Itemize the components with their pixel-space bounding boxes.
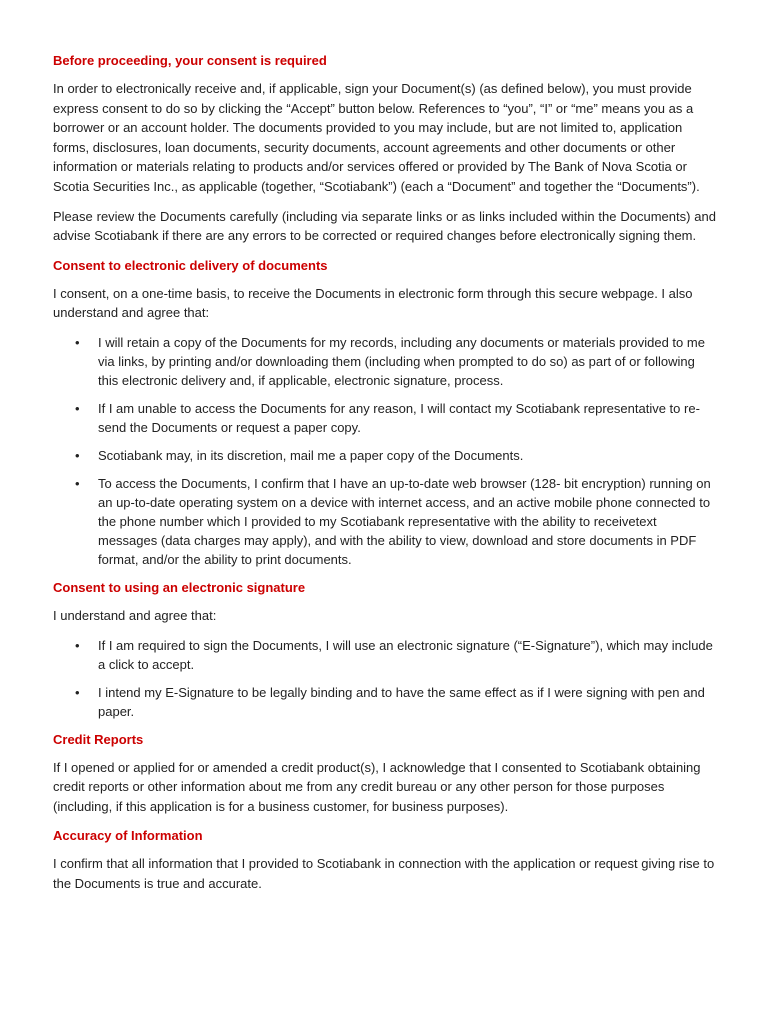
list-item-text: I intend my E-Signature to be legally binding and to have the same effect as if I were signing with pen and paper. — [98, 684, 705, 719]
list-item-text: If I am required to sign the Documents, I will use an electronic signature (“E-Signature”), which may include a click to accept. — [98, 637, 713, 672]
list-item — [53, 446, 716, 465]
list-item — [53, 474, 716, 569]
bullet-icon: • — [75, 475, 80, 491]
list-item-text: To access the Documents, I confirm that I have an up-to-date web browser (128- bit encryption) running on an up-to-date operating system on a device with internet access, and an active mobile phone connected to the phone number which I provided to my Scotiabank representative with the ability to receivetext messages (data charges may apply), and with the ability to view, download and store documents in PDF format, and/or the ability to print documents. — [98, 475, 711, 567]
paragraph-consent-intro: In order to electronically receive and, if applicable, sign your Document(s) (as defined below), you must provide express consent to do so by clicking the “Accept” button below. References to “you”, “I” or “me” means you as a borrower or an account holder. The documents provided to you may include, but are not limited to, application forms, disclosures, loan documents, security documents, account agreements and other documents or other information or materials relating to products and/or services offered or provided by The Bank of Nova Scotia or Scotia Securities Inc., as applicable (together, “Scotiabank”) (each a “Document” and together the “Documents”). — [53, 81, 700, 194]
bullet-icon: • — [75, 684, 80, 700]
list-item — [53, 333, 716, 390]
list-item — [53, 683, 716, 721]
bullet-icon: • — [75, 400, 80, 416]
section-heading-accuracy: Accuracy of Information — [53, 828, 203, 844]
list-item-text: If I am unable to access the Documents for any reason, I will contact my Scotiabank representative to re-send the Documents or request a paper copy. — [98, 400, 700, 435]
paragraph-signature-intro: I understand and agree that: — [53, 607, 217, 623]
section-heading-consent-required: Before proceeding, your consent is required — [53, 53, 327, 68]
section-heading-credit-reports: Credit Reports — [53, 731, 144, 747]
bullet-icon: • — [75, 637, 80, 653]
list-item-text: Scotiabank may, in its discretion, mail me a paper copy of the Documents. — [98, 447, 524, 463]
list-item — [53, 399, 716, 437]
bullet-icon: • — [75, 334, 80, 350]
paragraph-delivery-intro: I consent, on a one-time basis, to receive the Documents in electronic form through this secure webpage. I also understand and agree that: — [53, 285, 693, 321]
section-heading-electronic-delivery: Consent to electronic delivery of documents — [53, 257, 328, 273]
section-heading-electronic-signature: Consent to using an electronic signature — [53, 579, 306, 595]
list-item-text: I will retain a copy of the Documents for my records, including any documents or materials provided to me via links, by printing and/or downloading them (including when prompted to do so) as part of or following this electronic delivery and, if applicable, electronic signature, process. — [98, 334, 705, 388]
bullet-icon: • — [75, 447, 80, 463]
delivery-bullet-list — [53, 333, 716, 569]
paragraph-accuracy: I confirm that all information that I provided to Scotiabank in connection with the application or request giving rise to the Documents is true and accurate. — [53, 856, 715, 891]
paragraph-review-documents: Please review the Documents carefully (including via separate links or as links included within the Documents) and advise Scotiabank if there are any errors to be corrected or required changes before electronically signing them. — [53, 208, 716, 244]
list-item — [53, 636, 716, 674]
signature-bullet-list — [53, 636, 716, 721]
paragraph-credit-reports: If I opened or applied for or amended a credit product(s), I acknowledge that I consented to Scotiabank obtaining credit reports or other information about me from any credit bureau or any other person for those purposes (including, if this application is for a business customer, for business purposes). — [53, 759, 701, 814]
